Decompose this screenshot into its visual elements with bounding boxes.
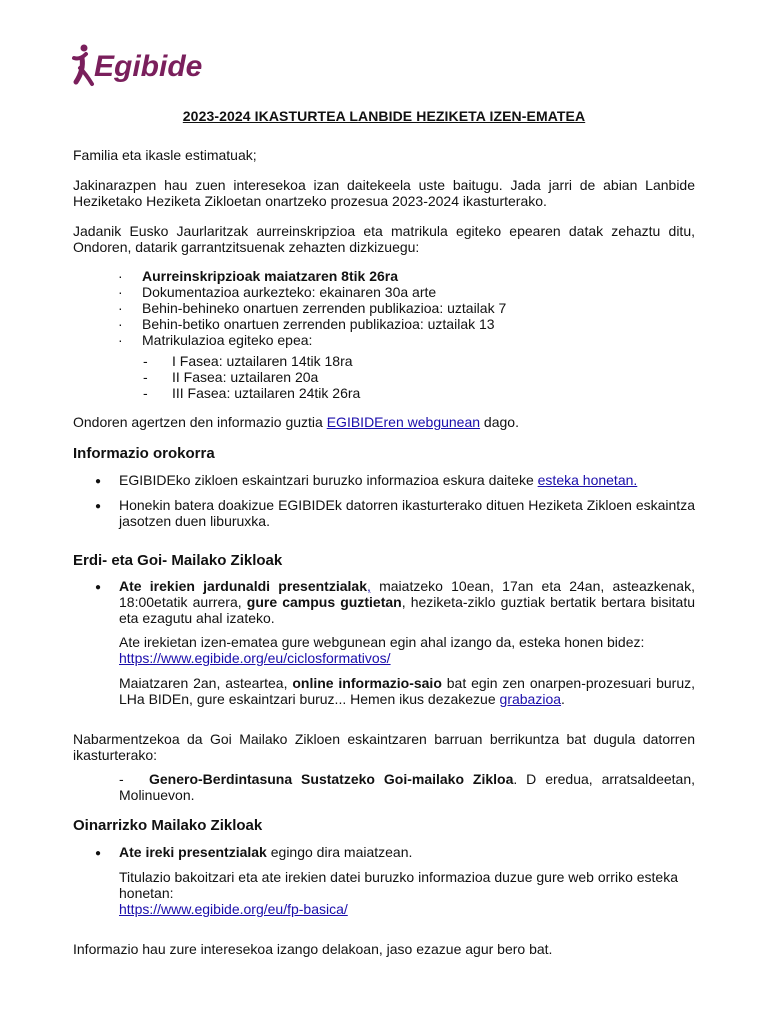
dash-marker: - [143, 385, 148, 401]
closing-text: Informazio hau zure interesekoa izango delakoan, jaso ezazue agur bero bat. [73, 941, 553, 957]
intro-paragraph-1: Jakinarazpen hau zuen interesekoa izan daitekeela uste baitugu. Jada jarri de abian Lanbide Heziketako Heziketa Zikloetan onartzeko prozesua 2023-2024 ikasturterako. [73, 177, 695, 209]
egibide-website-link[interactable]: EGIBIDEren webgunean [326, 414, 481, 430]
online-session-bold: online informazio-saio [292, 675, 442, 691]
new-cycle-line-1 [149, 771, 695, 787]
ciclos-formativos-link[interactable]: https://www.egibide.org/eu/ciclosformativos/ [119, 650, 391, 666]
basic-open-days-bold: Ate ireki presentzialak [119, 844, 267, 860]
bullet-dot-icon: ● [95, 582, 102, 593]
logo-text: Egibide [94, 50, 203, 83]
section-heading-general: Informazio orokorra [73, 445, 215, 462]
registration-text: Ate irekietan izen-ematea gure webgunean egin ahal izango da, esteka honen bidez: [119, 634, 645, 650]
egibide-logo-graphic [70, 40, 212, 92]
page-title: 2023-2024 IKASTURTEA LANBIDE HEZIKETA IZEN-EMATEA [182, 108, 586, 124]
basic-open-days-rest: egingo dira maiatzean. [266, 844, 413, 860]
registration-link-line [119, 650, 695, 666]
open-days-bold: Ate irekien jardunaldi presentzialak [119, 578, 367, 594]
basic-link-line [119, 901, 695, 917]
info-line-end: dago. [480, 414, 519, 430]
open-days-line-3: eta ezagutu ahal izateko. [119, 610, 275, 626]
online-session-rest: bat egin zen onarpen-prozesuari buruz, [441, 675, 695, 691]
date-item-text: Dokumentazioa aurkezteko: ekainaren 30a arte [142, 284, 437, 300]
online-session-line-2 [119, 691, 695, 707]
notable-line-1: Nabarmentzekoa da Goi Mailako Zikloen eskaintzaren barruan berrikuntza bat dugula datorren [73, 731, 695, 747]
date-item-text: Behin-betiko onartuen zerrenden publikazioa: uztailak 13 [142, 316, 495, 332]
phase-item-text: II Fasea: uztailaren 20a [172, 369, 319, 385]
basic-info-line-1: Titulazio bakoitzari eta ate irekien datei buruzko informazioa duzue gure web orriko esteka [119, 869, 679, 885]
info-line-text: Ondoren agertzen den informazio guztia [73, 414, 327, 430]
phase-item-text: I Fasea: uztailaren 14tik 18ra [172, 353, 353, 369]
info-line [73, 414, 695, 430]
phase-item-text: III Fasea: uztailaren 24tik 26ra [172, 385, 361, 401]
general-bullet-1 [119, 472, 695, 488]
bullet-marker: · [118, 284, 123, 300]
date-item-text: Aurreinskripzioak maiatzaren 8tik 26ra [142, 268, 399, 284]
section-heading-erdi-goi: Erdi- eta Goi- Mailako Zikloak [73, 552, 283, 569]
bullet-marker: · [118, 332, 123, 348]
new-cycle-rest: . D eredua, arratsaldeetan, [513, 771, 695, 787]
recording-link[interactable]: grabazioa [499, 691, 562, 707]
open-days-line-2 [119, 594, 695, 610]
bullet-dot-icon: ● [95, 476, 102, 487]
general-bullet-2-line-2: jasotzen duen liburuxka. [119, 513, 270, 529]
notable-line-2: ikasturterako: [73, 747, 158, 763]
online-session-text: LHa BIDEn, gure eskaintzari buruz... Hemen ikus dezakezue [119, 691, 500, 707]
new-cycle-line-2: Molinuevon. [119, 787, 195, 803]
bullet-dot-icon: ● [95, 501, 102, 512]
period: . [561, 691, 565, 707]
open-days-rest: maiatzeko 10ean, 17an eta 24an, asteazkenak, [370, 578, 695, 594]
egibide-logo [70, 40, 212, 92]
general-bullet-2-line-1: Honekin batera doakizue EGIBIDEk datorren ikasturterako dituen Heziketa Zikloen eskaintza [119, 497, 695, 513]
section-heading-basic: Oinarrizko Mailako Zikloak [73, 817, 263, 834]
dash-marker: - [143, 369, 148, 385]
bullet-marker: · [118, 268, 123, 284]
open-days-time: 18:00etatik aurrera, [119, 594, 247, 610]
date-item-text: Behin-behineko onartuen zerrenden publikazioa: uztailak 7 [142, 300, 507, 316]
general-bullet-1-text: EGIBIDEko zikloen eskaintzari buruzko informazioa eskura daiteke [119, 472, 538, 488]
dash-marker: - [119, 771, 124, 787]
fp-basica-link[interactable]: https://www.egibide.org/eu/fp-basica/ [119, 901, 348, 917]
bullet-marker: · [118, 316, 123, 332]
date-item-text: Matrikulazioa egiteko epea: [142, 332, 313, 348]
greeting: Familia eta ikasle estimatuak; [73, 147, 257, 163]
basic-info-line-2: honetan: [119, 885, 174, 901]
intro-paragraph-2: Jadanik Eusko Jaurlaritzak aurreinskripzioa eta matrikula egiteko epearen datak zehaztu ditu, Ondoren, datarik garrantzitsuenak zehazten dizkizuegu: [73, 223, 695, 255]
dash-marker: - [143, 353, 148, 369]
campus-bold: gure campus guztietan [246, 594, 402, 610]
open-days-visit: , heziketa-ziklo guztiak bertatik bertara bisitatu [401, 594, 696, 610]
basic-bullet-1 [119, 844, 695, 860]
bullet-dot-icon: ● [95, 848, 102, 859]
new-cycle-bold: Genero-Berdintasuna Sustatzeko Goi-mailako Zikloa [149, 771, 514, 787]
online-session-line-1 [119, 675, 695, 691]
open-days-comma-link[interactable]: , [366, 578, 371, 594]
offer-info-link[interactable]: esteka honetan. [537, 472, 638, 488]
bullet-marker: · [118, 300, 123, 316]
online-date: Maiatzaren 2an, asteartea, [119, 675, 293, 691]
open-days-line-1 [119, 578, 695, 594]
